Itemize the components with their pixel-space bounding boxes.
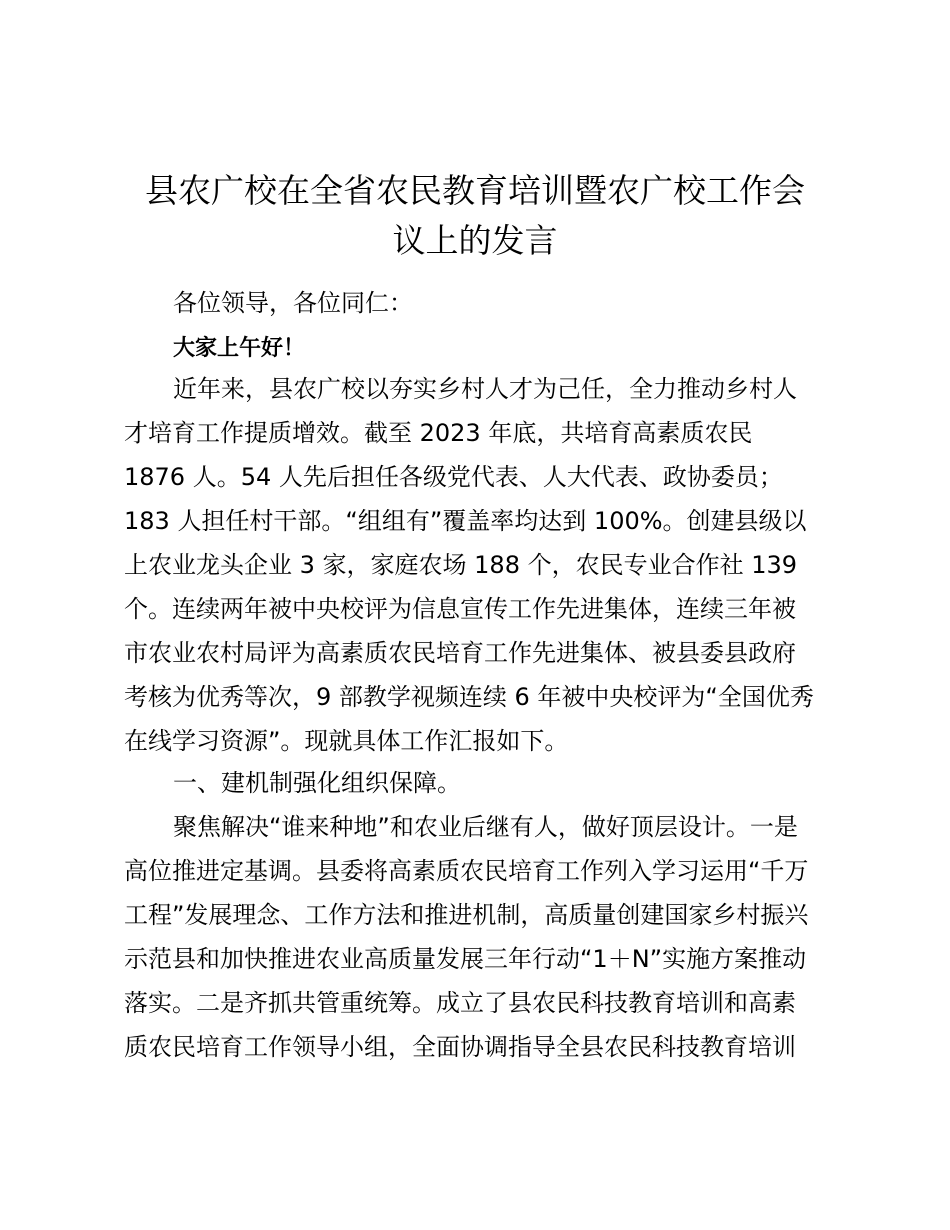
section-1-line-4: 示范县和加快推进农业高质量发展三年行动“1＋N”实施方案推动 bbox=[124, 945, 807, 973]
salutation: 各位领导，各位同仁： bbox=[173, 289, 413, 317]
greeting: 大家上午好！ bbox=[173, 336, 306, 361]
section-1-heading: 一、建机制强化组织保障。 bbox=[173, 769, 461, 797]
document-title-line-1: 县农广校在全省农民教育培训暨农广校工作会 bbox=[145, 171, 805, 210]
intro-line-7: 市农业农村局评为高素质农民培育工作先进集体、被县委县政府 bbox=[124, 639, 796, 667]
intro-line-4: 183 人担任村干部。“组组有”覆盖率均达到 100%。创建县级以 bbox=[124, 507, 807, 535]
intro-line-1: 近年来，县农广校以夯实乡村人才为己任，全力推动乡村人 bbox=[173, 375, 797, 403]
document-title-line-2: 议上的发言 bbox=[392, 221, 558, 260]
section-1-line-5: 落实。二是齐抓共管重统筹。成立了县农民科技教育培训和高素 bbox=[124, 989, 796, 1017]
intro-line-3: 1876 人。54 人先后担任各级党代表、人大代表、政协委员； bbox=[124, 463, 783, 491]
intro-line-2: 才培育工作提质增效。截至 2023 年底，共培育高素质农民 bbox=[124, 419, 753, 447]
intro-line-8: 考核为优秀等次，9 部教学视频连续 6 年被中央校评为“全国优秀 bbox=[124, 683, 814, 711]
section-1-line-3: 工程”发展理念、工作方法和推进机制，高质量创建国家乡村振兴 bbox=[124, 901, 809, 929]
section-1-line-2: 高位推进定基调。县委将高素质农民培育工作列入学习运用“千万 bbox=[124, 857, 809, 885]
intro-line-6: 个。连续两年被中央校评为信息宣传工作先进集体，连续三年被 bbox=[124, 595, 796, 623]
section-1-line-1: 聚焦解决“谁来种地”和农业后继有人，做好顶层设计。一是 bbox=[173, 813, 798, 841]
section-1-line-6: 质农民培育工作领导小组，全面协调指导全县农民科技教育培训 bbox=[124, 1033, 796, 1061]
intro-line-5: 上农业龙头企业 3 家，家庭农场 188 个，农民专业合作社 139 bbox=[124, 551, 798, 579]
intro-line-9: 在线学习资源”。现就具体工作汇报如下。 bbox=[124, 727, 569, 755]
